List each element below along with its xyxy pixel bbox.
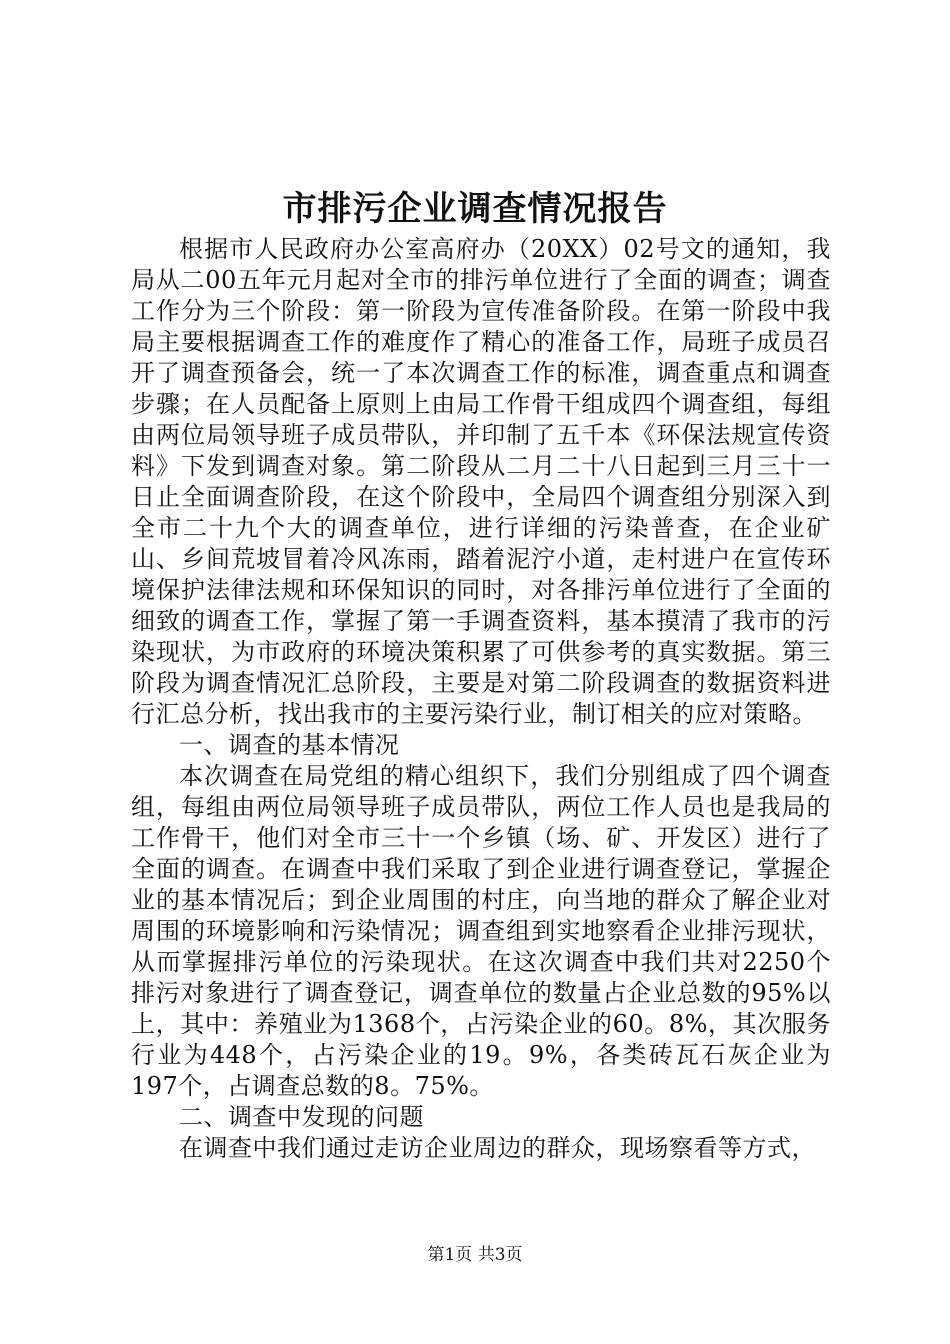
section-heading-2: 二、调查中发现的问题 [179, 1103, 424, 1131]
page-footer: 第1页 共3页 [427, 1245, 523, 1265]
section-heading-1: 一、调查的基本情况 [179, 731, 400, 759]
paragraph-intro: 根据市人民政府办公室高府办（20XX）02号文的通知，我局从二00五年元月起对全市的排污单位进行了全面的调查；调查工作分为三个阶段：第一阶段为宣传准备阶段。在第一阶段中我局主要根据调查工作的难度作了精心的准备工作，局班子成员召开了调查预备会，统一了本次调查工作的标准，调查重点和调查步骤；在人员配备上原则上由局工作骨干组成四个调查组，每组由两位局领导班子成员带队，并印制了五千本《环保法规宣传资料》下发到调查对象。第二阶段从二月二十八日起到三月三十一日止全面调查阶段，在这个阶段中，全局四个调查组分别深入到全市二十九个大的调查单位，进行详细的污染普查，在企业矿山、乡间荒坡冒着冷风冻雨，踏着泥泞小道，走村进户在宣传环境保护法律法规和环保知识的同时，对各排污单位进行了全面的细致的调查工作，掌握了第一手调查资料，基本摸清了我市的污染现状，为市政府的环境决策积累了可供参考的真实数据。第三阶段为调查情况汇总阶段，主要是对第二阶段调查的数据资料进行汇总分析，找出我市的主要污染行业，制订相关的应对策略。 [131, 235, 831, 728]
document-body [131, 234, 831, 1164]
paragraph-problems: 在调查中我们通过走访企业周边的群众，现场察看等方式， [179, 1134, 816, 1162]
paragraph-basic-situation: 本次调查在局党组的精心组织下，我们分别组成了四个调查组，每组由两位局领导班子成员带队，两位工作人员也是我局的工作骨干，他们对全市三十一个乡镇（场、矿、开发区）进行了全面的调查。在调查中我们采取了到企业进行调查登记，掌握企业的基本情况后；到企业周围的村庄，向当地的群众了解企业对周围的环境影响和污染情况；调查组到实地察看企业排污现状，从而掌握排污单位的污染现状。在这次调查中我们共对2250个排污对象进行了调查登记，调查单位的数量占企业总数的95%以上，其中：养殖业为1368个，占污染企业的60。8%，其次服务行业为448个，占污染企业的19。9%，各类砖瓦石灰企业为197个，占调查总数的8。75%。 [131, 762, 831, 1100]
document-title: 市排污企业调查情况报告 [282, 189, 668, 229]
